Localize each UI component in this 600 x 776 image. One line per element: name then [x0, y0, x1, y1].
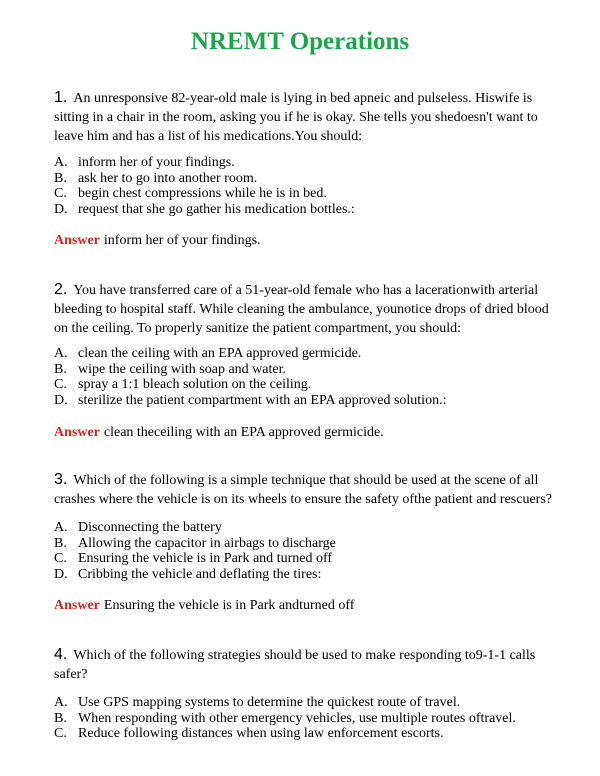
question-text: An unresponsive 82-year-old male is lying in bed apneic and pulseless. Hiswife is sitting in a chair in the room, asking you if he is okay. She tells you shedoesn't want to leave him and has a list of his medications.You should: [54, 91, 538, 144]
answer-2 [54, 425, 554, 441]
option-d: D. Cribbing the vehicle and deflating the tires: [54, 566, 322, 582]
options-list-4 [54, 695, 554, 742]
answer-label: Answer [54, 233, 100, 248]
option-c: C. Reduce following distances when using law enforcement escorts. [54, 726, 444, 741]
option-b: B. When responding with other emergency vehicles, use multiple routes oftravel. [54, 710, 516, 726]
option-c: C. spray a 1:1 bleach solution on the ceiling. [54, 377, 312, 392]
answer-1 [54, 233, 554, 249]
question-number: 2. [54, 281, 68, 298]
option-d: D. sterilize the patient compartment with an EPA approved solution.: [54, 392, 447, 408]
answer-text: inform her of your findings. [103, 233, 261, 248]
option-a: A. clean the ceiling with an EPA approved germicide. [54, 346, 362, 361]
option-b: B. wipe the ceiling with soap and water. [54, 361, 286, 377]
option-a: A. Disconnecting the battery [54, 520, 222, 535]
option-c: C. Ensuring the vehicle is in Park and turned off [54, 551, 333, 566]
question-4 [54, 645, 554, 684]
question-2 [54, 280, 554, 338]
question-number: 1. [54, 89, 68, 106]
option-b: B. ask her to go into another room. [54, 170, 258, 186]
answer-3 [54, 598, 554, 614]
answer-text: Ensuring the vehicle is in Park andturned off [103, 598, 355, 613]
options-list-1 [54, 155, 554, 217]
question-number: 4. [54, 646, 68, 663]
answer-label: Answer [54, 425, 100, 440]
option-b: B. Allowing the capacitor in airbags to discharge [54, 535, 336, 551]
answer-text: clean theceiling with an EPA approved germicide. [103, 425, 384, 440]
question-text: Which of the following is a simple technique that should be used at the scene of all crashes where the vehicle is on its wheels to ensure the safety ofthe patient and rescuers? [54, 473, 552, 507]
options-list-2 [54, 346, 554, 408]
option-a: A. Use GPS mapping systems to determine the quickest route of travel. [54, 695, 461, 710]
question-3 [54, 470, 554, 509]
question-text: You have transferred care of a 51-year-old female who has a lacerationwith arterial bleeding to hospital staff. While cleaning the ambulance, younotice drops of dried blood on the ceiling. To properly sanitize the patient compartment, you should: [54, 283, 549, 336]
option-a: A. inform her of your findings. [54, 155, 235, 170]
question-1 [54, 88, 554, 146]
option-c: C. begin chest compressions while he is in bed. [54, 186, 327, 201]
option-d: D. request that she go gather his medication bottles.: [54, 201, 355, 217]
question-text: Which of the following strategies should be used to make responding to9-1-1 calls safer? [54, 648, 536, 682]
question-number: 3. [54, 471, 68, 488]
page-title: NREMT Operations [190, 28, 410, 55]
options-list-3 [54, 520, 554, 582]
answer-label: Answer [54, 598, 100, 613]
